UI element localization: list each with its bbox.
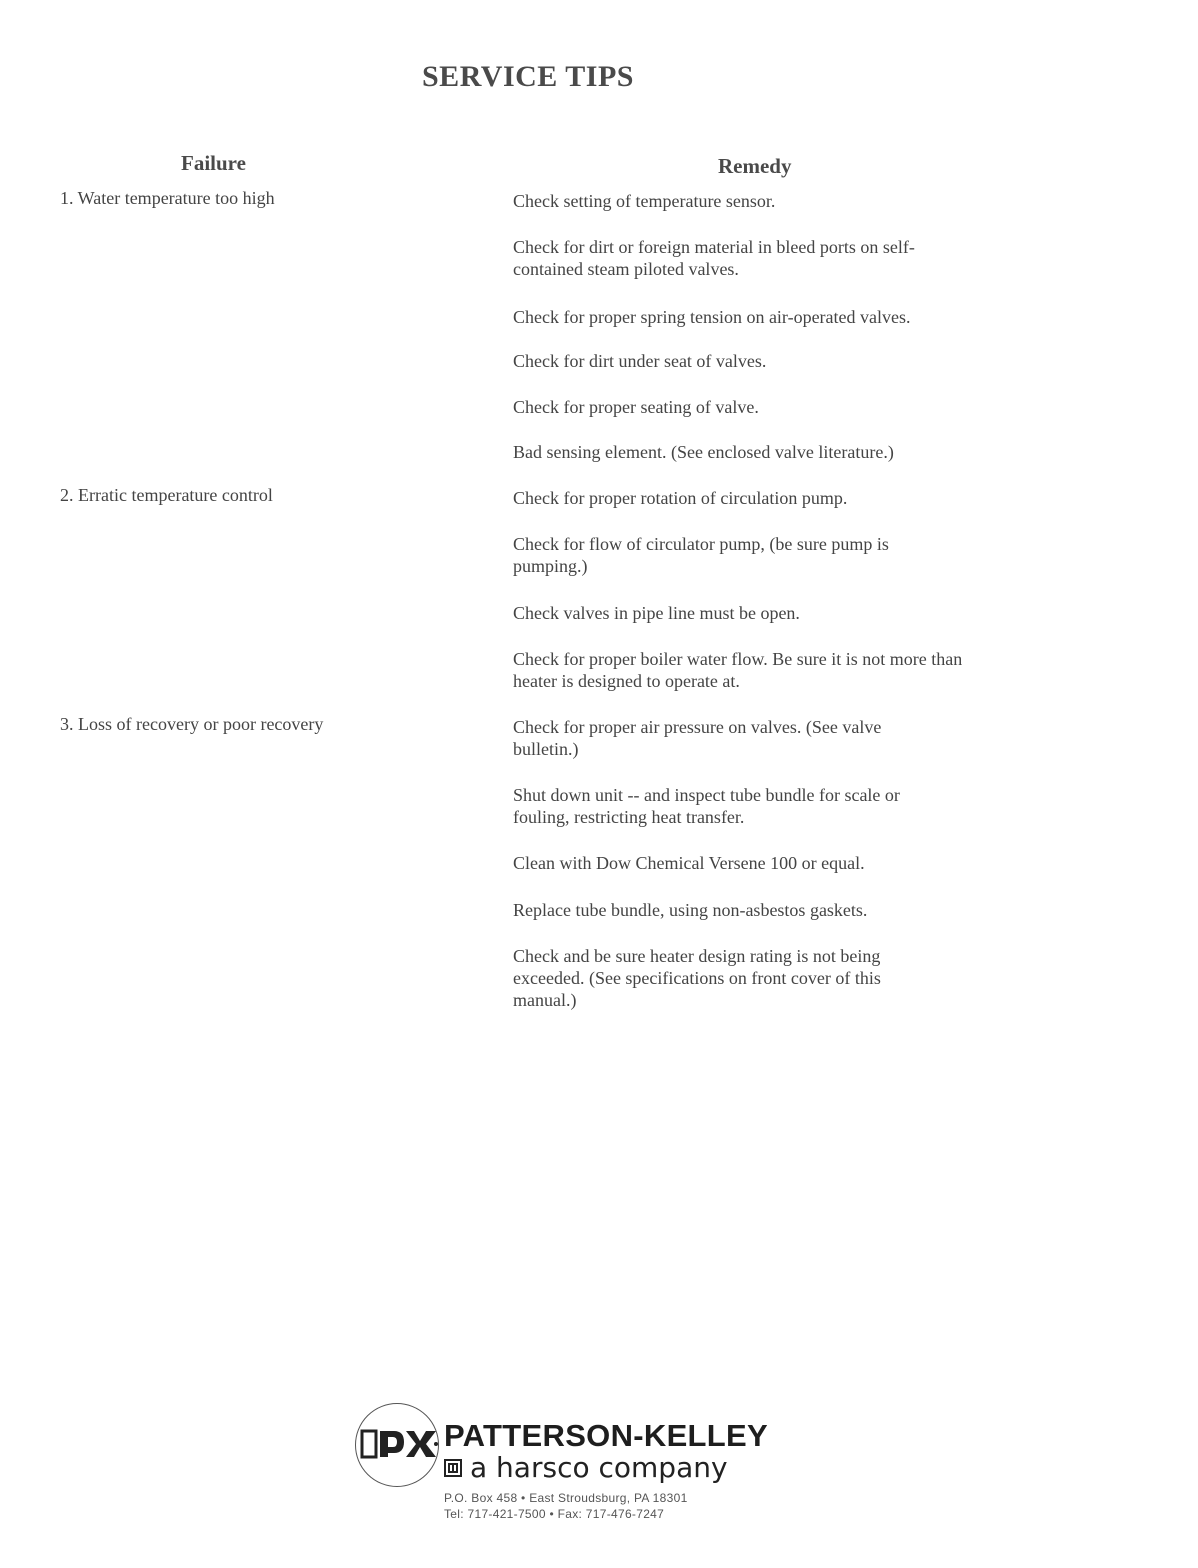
remedy-item: Check for proper boiler water flow. Be sure it is not more than heater is designed to operate at. — [513, 649, 963, 691]
failure-item-3: 3. Loss of recovery or poor recovery — [60, 714, 324, 734]
remedy-item: Clean with Dow Chemical Versene 100 or equal. — [513, 853, 865, 873]
harsco-mark-icon — [444, 1459, 462, 1477]
footer-phone: Tel: 717-421-7500 • Fax: 717-476-7247 — [444, 1507, 665, 1521]
remedy-item: Check for flow of circulator pump, (be sure pump is pumping.) — [513, 534, 889, 576]
remedy-item: Check for proper rotation of circulation pump. — [513, 488, 848, 508]
remedy-header: Remedy — [718, 154, 792, 178]
brand-tagline: a harsco company — [470, 1451, 728, 1484]
remedy-item: Check for dirt under seat of valves. — [513, 351, 767, 371]
pk-logo-icon — [360, 1425, 438, 1463]
remedy-item: Check for proper air pressure on valves. (See valve bulletin.) — [513, 717, 882, 759]
remedy-item: Check valves in pipe line must be open. — [513, 603, 800, 623]
remedy-item: Bad sensing element. (See enclosed valve literature.) — [513, 442, 894, 462]
footer-address: P.O. Box 458 • East Stroudsburg, PA 18301 — [444, 1491, 688, 1505]
remedy-item: Check and be sure heater design rating is not being exceeded. (See specifications on front cover of this manual.) — [513, 946, 881, 1010]
remedy-item: Shut down unit -- and inspect tube bundle for scale or fouling, restricting heat transfer. — [513, 785, 900, 827]
page-title: SERVICE TIPS — [422, 60, 634, 93]
failure-item-2: 2. Erratic temperature control — [60, 485, 273, 505]
remedy-item: Check for dirt or foreign material in bleed ports on self-contained steam piloted valves. — [513, 237, 915, 279]
brand-name: PATTERSON-KELLEY — [444, 1418, 768, 1453]
remedy-item: Replace tube bundle, using non-asbestos gaskets. — [513, 900, 868, 920]
failure-header: Failure — [181, 151, 246, 175]
remedy-item: Check setting of temperature sensor. — [513, 191, 776, 211]
remedy-item: Check for proper seating of valve. — [513, 397, 759, 417]
remedy-item: Check for proper spring tension on air-operated valves. — [513, 307, 911, 327]
failure-item-1: 1. Water temperature too high — [60, 188, 275, 208]
